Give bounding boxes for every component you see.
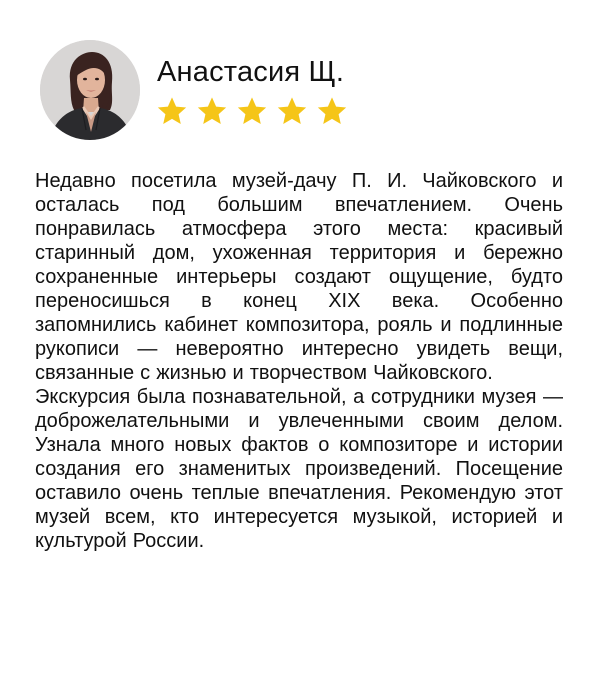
review-paragraph: Недавно посетила музей-дачу П. И. Чайковского и осталась под большим впечатлением. Очень понравилась атмосфера этого места: красивый старинный дом, ухоженная территория и бережно сохраненные интерьеры создают ощущение, будто переносишься в конец XIX века. Особенно запомнились кабинет композитора, рояль и подлинные рукописи — невероятно интересно увидеть вещи, связанные с жизнью и творчеством Чайковского.	[35, 170, 563, 384]
star-rating	[156, 95, 348, 129]
author-name: Анастасия Щ.	[157, 56, 345, 88]
avatar	[40, 40, 140, 140]
star-icon	[196, 95, 228, 127]
review-paragraph: Экскурсия была познавательной, а сотрудники музея — доброжелательными и увлеченными своим делом. Узнала много новых фактов о композиторе и истории создания его знаменитых произведений. Посещение оставило очень теплые впечатления. Рекомендую этот музей всем, кто интересуется музыкой, историей и культурой России.	[35, 386, 563, 552]
star-icon	[236, 95, 268, 127]
review-text	[35, 169, 563, 553]
star-icon	[156, 95, 188, 127]
avatar-photo	[40, 40, 140, 140]
star-icon	[316, 95, 348, 127]
star-icon	[276, 95, 308, 127]
